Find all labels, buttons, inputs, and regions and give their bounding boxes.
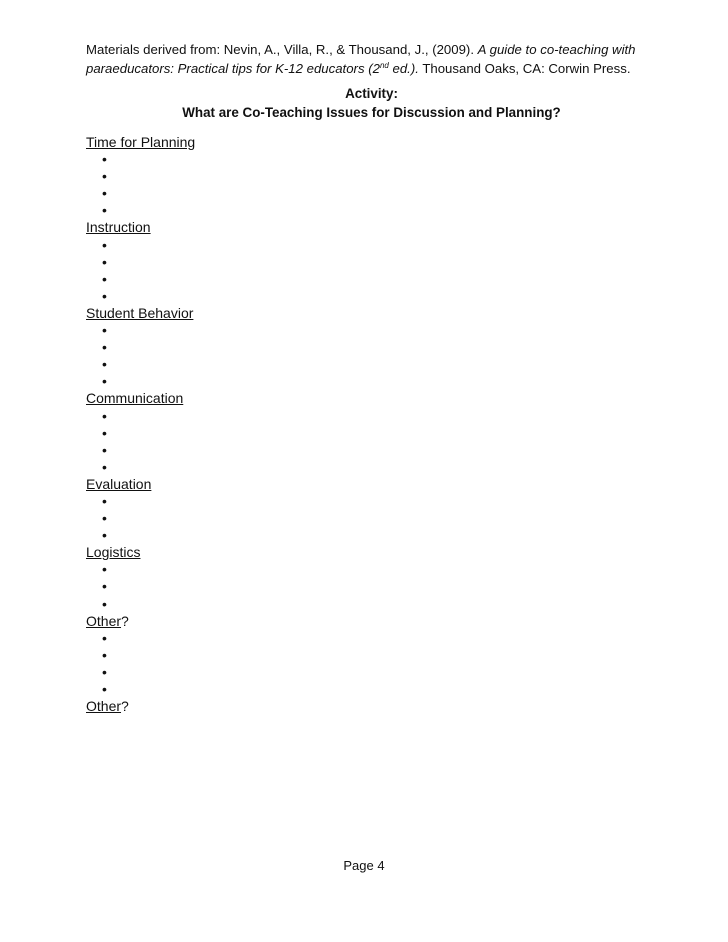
bullet-point: •: [102, 339, 107, 356]
section-heading: [86, 390, 646, 407]
bullet-point: •: [102, 561, 107, 578]
section-heading-label: Communication: [86, 390, 184, 407]
bullet-point: •: [102, 407, 107, 424]
bullet-list: [86, 408, 646, 476]
list-item: [86, 408, 646, 425]
activity-title: What are Co-Teaching Issues for Discussion and Planning?: [182, 105, 561, 120]
activity-label: Activity:: [345, 86, 398, 101]
citation-publisher: Thousand Oaks, CA: Corwin Press.: [418, 61, 631, 76]
list-item: [86, 510, 646, 527]
list-item: [86, 151, 646, 168]
bullet-point: •: [102, 185, 107, 202]
bullet-point: •: [102, 458, 107, 475]
citation-title-end: ed.).: [388, 61, 419, 76]
bullet-point: •: [102, 236, 107, 253]
section-heading: [86, 134, 646, 151]
citation-title-part2: paraeducators: Practical tips for K-12 educators (2: [86, 61, 380, 76]
bullet-point: •: [102, 681, 107, 697]
list-item: [86, 168, 646, 185]
bullet-point: •: [102, 168, 107, 185]
list-item: [86, 254, 646, 271]
bullet-point: •: [102, 578, 107, 595]
list-item: [86, 185, 646, 202]
bullet-point: •: [102, 151, 107, 168]
bullet-list: [86, 493, 646, 544]
list-item: [86, 596, 646, 613]
section-heading: [86, 305, 646, 322]
bullet-point: •: [102, 253, 107, 270]
citation-authors: Materials derived from: Nevin, A., Villa, R., & Thousand, J., (2009).: [86, 42, 478, 57]
list-item: [86, 322, 646, 339]
list-item: [86, 202, 646, 219]
bullet-point: •: [102, 287, 107, 304]
list-item: [86, 527, 646, 544]
bullet-point: •: [102, 441, 107, 458]
section-heading-suffix: ?: [121, 612, 129, 629]
bullet-list: [86, 630, 646, 698]
citation: [86, 40, 686, 78]
bullet-point: •: [102, 646, 107, 663]
list-item: [86, 373, 646, 390]
bullet-point: •: [102, 270, 107, 287]
citation-superscript: nd: [379, 61, 389, 70]
list-item: [86, 356, 646, 373]
section-heading: [86, 476, 646, 493]
bullet-point: •: [102, 322, 107, 339]
section-heading-label: Logistics: [86, 544, 141, 561]
section-heading-label: Other: [86, 698, 122, 715]
section-heading-label: Time for Planning: [86, 134, 196, 150]
list-item: [86, 681, 646, 698]
bullet-point: •: [102, 595, 107, 612]
bullet-point: •: [102, 373, 107, 390]
section-heading: [86, 613, 646, 630]
activity-header: [0, 84, 728, 122]
list-item: [86, 459, 646, 476]
section-heading-label: Student Behavior: [86, 304, 194, 321]
bullet-point: •: [102, 492, 107, 509]
list-item: [86, 425, 646, 442]
bullet-point: •: [102, 510, 107, 527]
section-heading: [86, 698, 646, 715]
list-item: [86, 493, 646, 510]
section-heading: [86, 544, 646, 561]
bullet-point: •: [102, 663, 107, 680]
list-item: [86, 561, 646, 578]
list-item: [86, 442, 646, 459]
bullet-point: •: [102, 527, 107, 544]
section-heading-label: Instruction: [86, 219, 151, 236]
citation-title-part1: A guide to co-teaching with: [477, 42, 636, 57]
list-item: [86, 339, 646, 356]
bullet-list: [86, 322, 646, 390]
list-item: [86, 664, 646, 681]
bullet-point: •: [102, 356, 107, 373]
bullet-list: [86, 237, 646, 305]
page-footer: [0, 858, 728, 873]
sections-list: [86, 134, 646, 715]
list-item: [86, 578, 646, 595]
list-item: [86, 288, 646, 305]
section-heading: [86, 219, 646, 236]
bullet-point: •: [102, 424, 107, 441]
list-item: [86, 237, 646, 254]
section-heading-suffix: ?: [121, 698, 129, 715]
bullet-point: •: [102, 202, 107, 219]
list-item: [86, 271, 646, 288]
list-item: [86, 630, 646, 647]
section-heading-label: Evaluation: [86, 475, 152, 492]
page-number: Page 4: [343, 858, 385, 873]
bullet-list: [86, 561, 646, 612]
bullet-point: •: [102, 629, 107, 646]
section-heading-label: Other: [86, 612, 122, 629]
bullet-list: [86, 151, 646, 219]
list-item: [86, 647, 646, 664]
